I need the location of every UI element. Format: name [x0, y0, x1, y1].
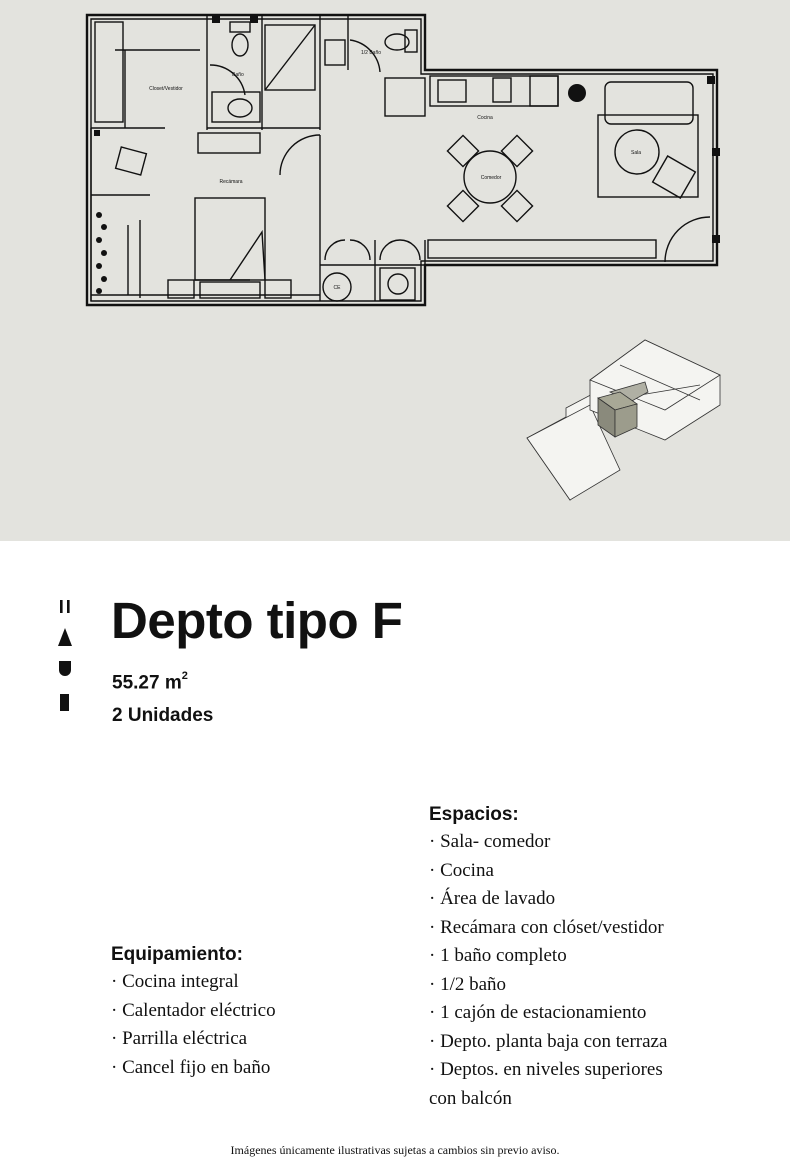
floor-plan [80, 10, 730, 310]
plan-label-dining: Comedor [480, 175, 502, 181]
building-axonometric [520, 330, 730, 505]
plan-label-living: Sala [630, 150, 642, 156]
list-item: · Calentador eléctrico [111, 999, 276, 1021]
spaces-list [429, 828, 769, 1113]
list-item: · 1/2 baño [429, 973, 507, 995]
equipment-list [111, 968, 411, 1082]
list-item: · 1 baño completo [429, 945, 567, 966]
plan-label-ce: CE [333, 285, 341, 291]
list-item: · Deptos. en niveles superiores [429, 1059, 663, 1080]
equipment-heading: Equipamiento: [111, 944, 243, 965]
list-item: · Recámara con clóset/vestidor [429, 916, 664, 938]
plan-label-half-bath: 1/2 Baño [360, 50, 382, 56]
list-item: con balcón [429, 1087, 512, 1109]
list-item: · 1 cajón de estacionamiento [429, 1002, 647, 1023]
plan-label-kitchen: Cocina [477, 115, 493, 121]
list-item: · Área de lavado [429, 888, 556, 909]
plan-panel [0, 0, 790, 541]
disclaimer: Imágenes únicamente ilustrativas sujetas a cambios sin previo aviso. [230, 1143, 560, 1157]
list-item: · Depto. planta baja con terraza [429, 1030, 668, 1052]
area-value: 55.27 m [112, 672, 182, 694]
list-item: · Sala- comedor [429, 831, 551, 852]
list-item: · Cancel fijo en baño [111, 1056, 271, 1078]
unit-area [112, 666, 188, 695]
unit-count: 2 Unidades [112, 705, 214, 726]
list-item: · Parrilla eléctrica [111, 1028, 248, 1049]
plan-label-bedroom: Recámara [219, 179, 243, 185]
plan-label-closet: Closet/Vestidor [149, 86, 183, 92]
plan-label-bath: Baño [232, 72, 244, 78]
spaces-heading: Espacios: [429, 804, 519, 825]
list-item: · Cocina integral [111, 971, 239, 992]
unit-title: Depto tipo F [111, 592, 403, 649]
area-exponent: 2 [181, 670, 188, 682]
spaces-section [429, 802, 769, 1113]
equipment-section [111, 942, 411, 1082]
brand-mark [58, 598, 74, 714]
list-item: · Cocina [429, 859, 494, 881]
